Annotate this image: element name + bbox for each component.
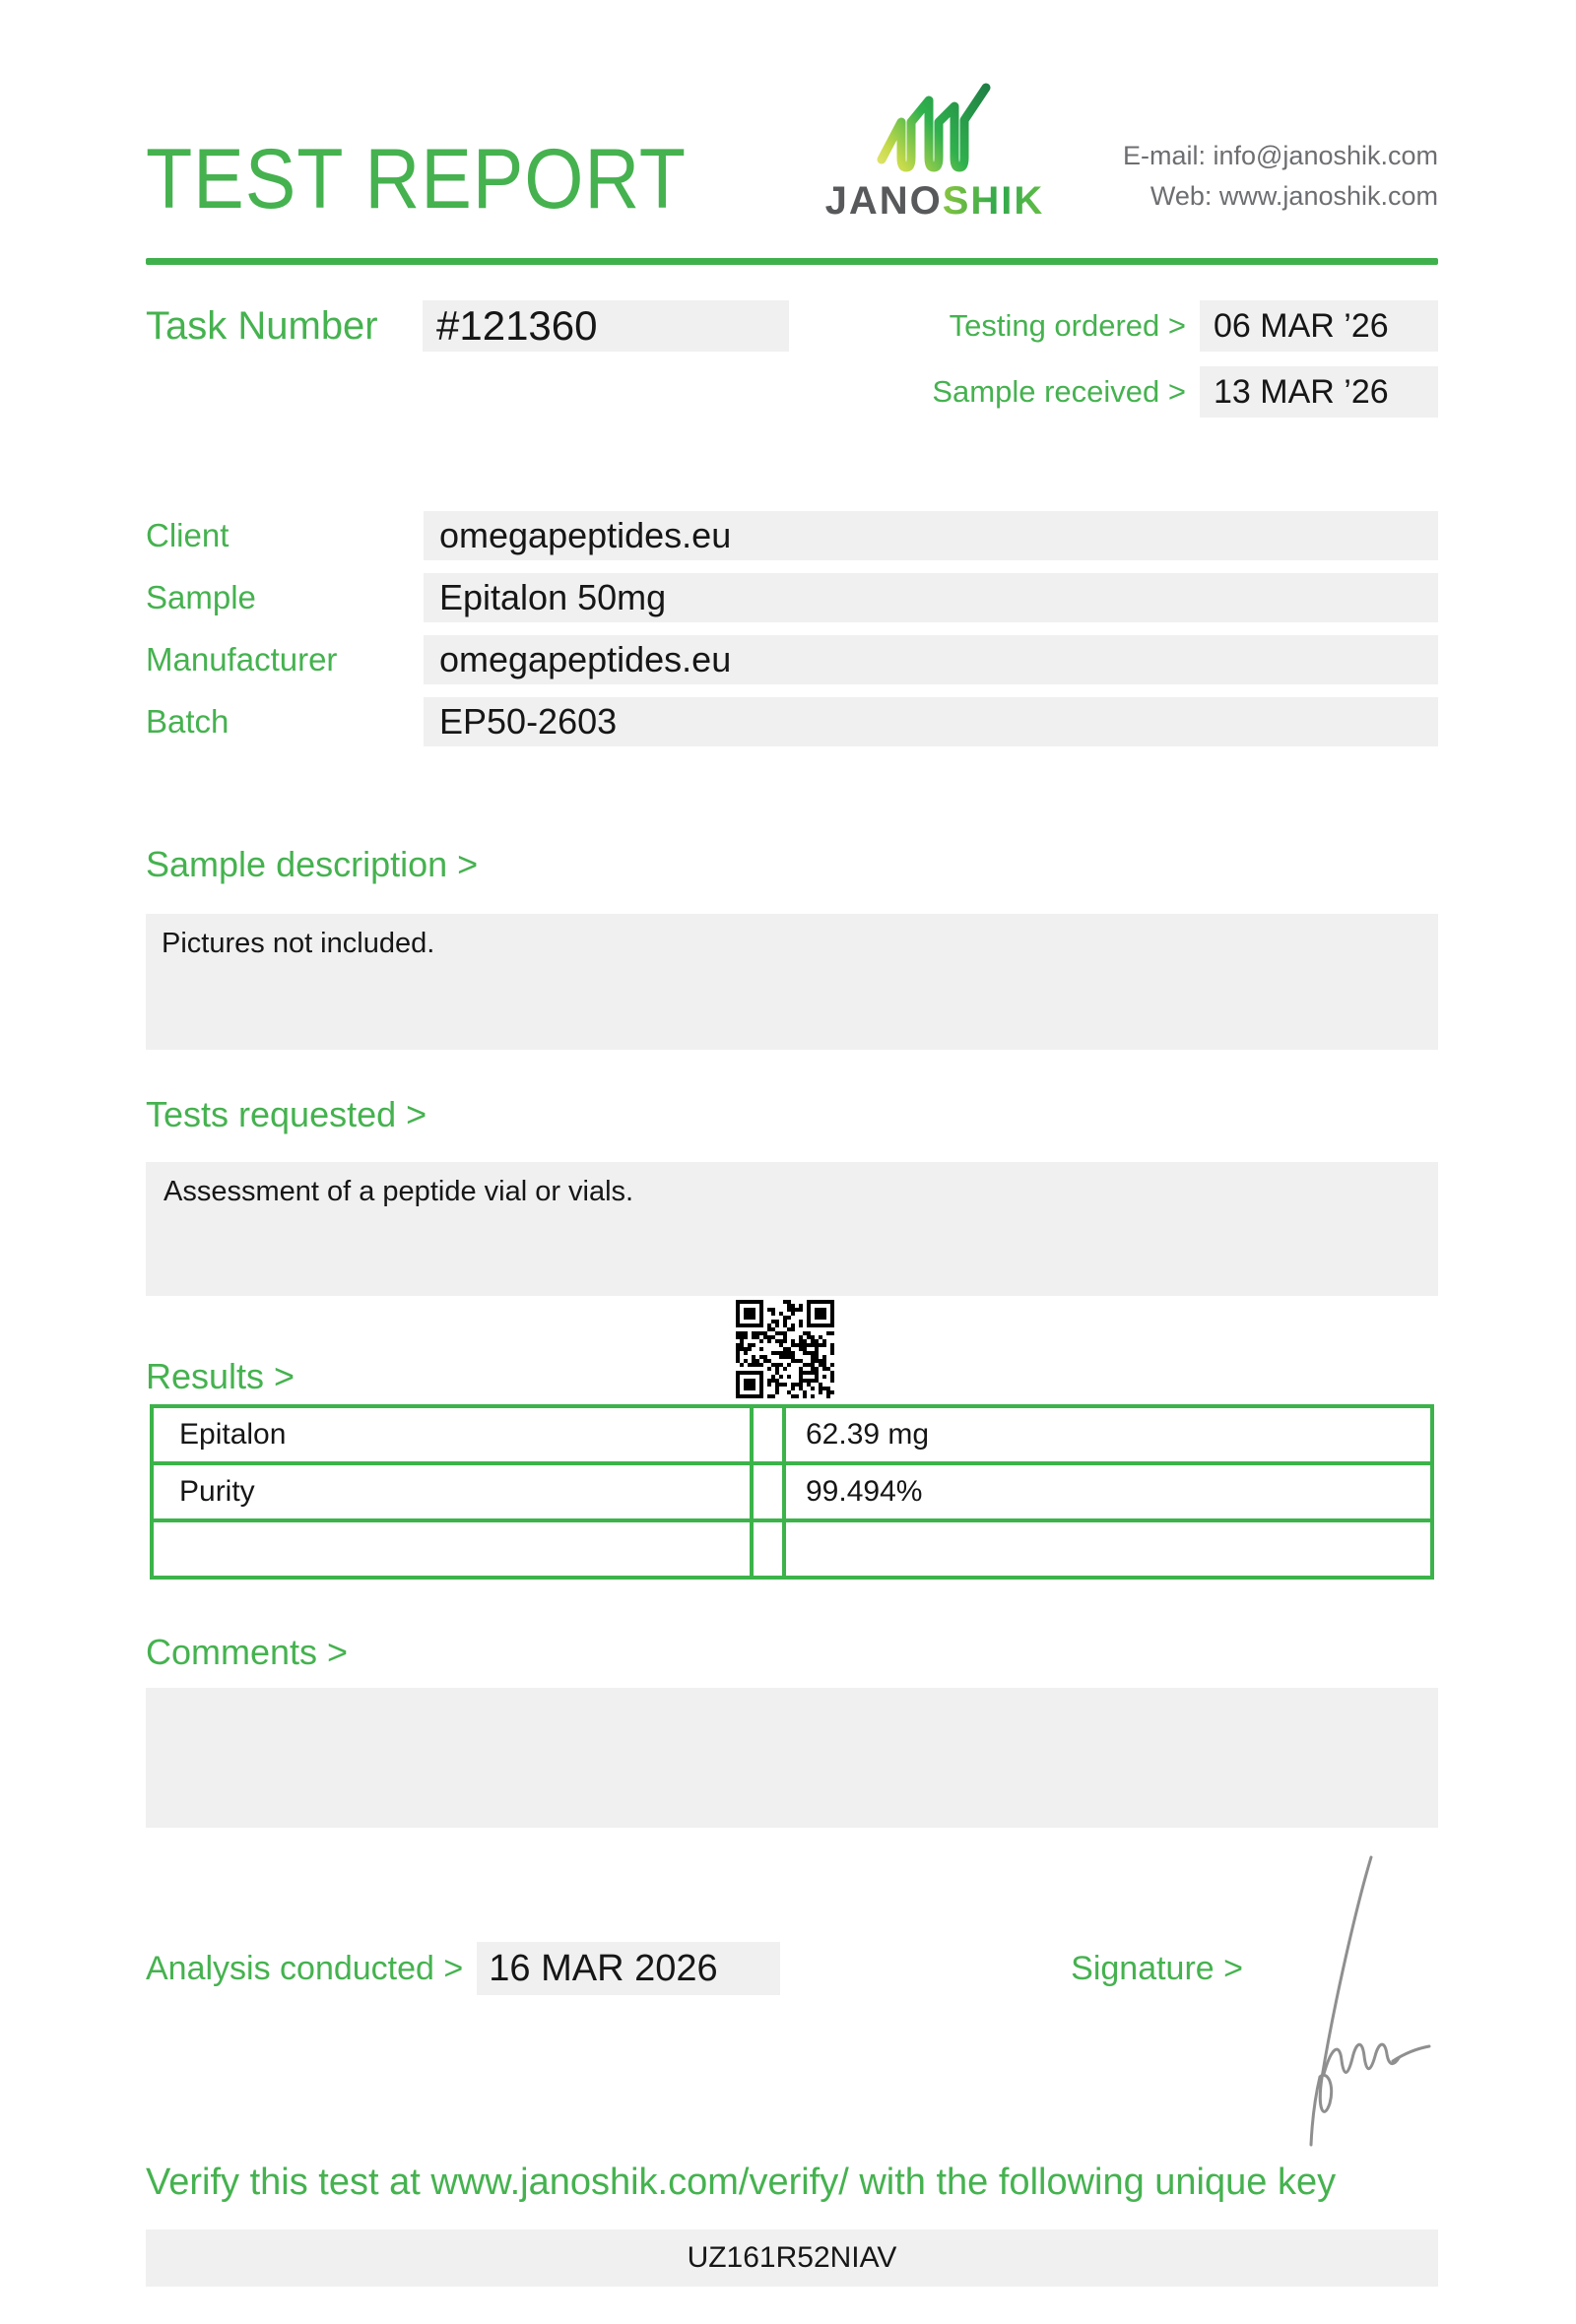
sample-received-row	[932, 366, 1438, 418]
manufacturer-row	[146, 635, 1438, 684]
web-value: www.janoshik.com	[1218, 181, 1438, 211]
logo-text-jano: JANO	[824, 179, 943, 223]
unique-key-box	[146, 2229, 1438, 2287]
verify-instruction-text: Verify this test at www.janoshik.com/verify/ with the following unique key	[146, 2162, 1337, 2203]
analysis-row	[146, 1942, 1438, 1995]
logo-wordmark	[825, 181, 1045, 221]
manufacturer-value: omegapeptides.eu	[424, 635, 1438, 684]
comments-box	[146, 1688, 1438, 1828]
signature-image	[1263, 1849, 1440, 2150]
result-gap-cell	[752, 1406, 784, 1463]
sample-description-heading: Sample description >	[146, 844, 479, 884]
testing-ordered-label: Testing ordered >	[949, 308, 1186, 343]
testing-ordered-row	[932, 300, 1438, 352]
email-value: info@janoshik.com	[1213, 141, 1438, 170]
page-title: TEST REPORT	[146, 131, 687, 226]
bar-chart-logo-icon	[876, 81, 994, 175]
analysis-conducted-label: Analysis conducted >	[146, 1949, 464, 1987]
batch-value: EP50-2603	[424, 697, 1438, 746]
client-label: Client	[146, 517, 230, 553]
task-number-row	[146, 300, 789, 352]
result-name-cell: Purity	[152, 1463, 752, 1520]
logo-text-shik: SHIK	[942, 179, 1045, 223]
task-section	[146, 300, 1438, 418]
client-value: omegapeptides.eu	[424, 511, 1438, 560]
analysis-date-value: 16 MAR 2026	[477, 1942, 780, 1995]
email-label: E-mail:	[1122, 141, 1206, 170]
unique-key-value: UZ161R52NIAV	[687, 2241, 897, 2274]
qr-code	[736, 1300, 834, 1398]
batch-label: Batch	[146, 703, 230, 740]
tests-requested-heading: Tests requested >	[146, 1094, 427, 1134]
sample-value: Epitalon 50mg	[424, 573, 1438, 622]
batch-row	[146, 697, 1438, 746]
manufacturer-label: Manufacturer	[146, 641, 338, 678]
result-value-cell	[784, 1520, 1432, 1578]
results-heading: Results >	[146, 1356, 296, 1396]
sample-info-section	[146, 511, 1438, 746]
sample-received-value: 13 MAR ’26	[1200, 366, 1438, 418]
task-number-label: Task Number	[146, 303, 378, 348]
result-row-purity	[152, 1463, 1432, 1520]
contact-email-line	[1123, 136, 1438, 176]
result-value-cell: 62.39 mg	[784, 1406, 1432, 1463]
client-row	[146, 511, 1438, 560]
sample-description-box	[146, 914, 1438, 1050]
sample-label: Sample	[146, 579, 256, 615]
tests-requested-box	[146, 1162, 1438, 1296]
sample-row	[146, 573, 1438, 622]
result-gap-cell	[752, 1520, 784, 1578]
tests-requested-text: Assessment of a peptide vial or vials.	[164, 1176, 634, 1207]
sample-received-label: Sample received >	[932, 374, 1186, 409]
task-number-value: #121360	[423, 300, 789, 352]
result-name-cell	[152, 1520, 752, 1578]
web-label: Web:	[1149, 181, 1213, 211]
dates-column	[932, 300, 1438, 418]
testing-ordered-value: 06 MAR ’26	[1200, 300, 1438, 352]
contact-web-line	[1123, 176, 1438, 217]
contact-block	[1123, 136, 1438, 217]
results-table	[150, 1404, 1434, 1580]
janoshik-logo	[747, 81, 1123, 221]
result-row-epitalon	[152, 1406, 1432, 1463]
sample-description-text: Pictures not included.	[162, 928, 435, 959]
results-section	[146, 1296, 1438, 1580]
header-divider	[146, 258, 1438, 265]
result-row-empty	[152, 1520, 1432, 1578]
result-value-cell: 99.494%	[784, 1463, 1432, 1520]
signature-label: Signature >	[1071, 1949, 1243, 1987]
report-header	[146, 69, 1438, 226]
result-name-cell: Epitalon	[152, 1406, 752, 1463]
result-gap-cell	[752, 1463, 784, 1520]
comments-heading: Comments >	[146, 1632, 349, 1672]
